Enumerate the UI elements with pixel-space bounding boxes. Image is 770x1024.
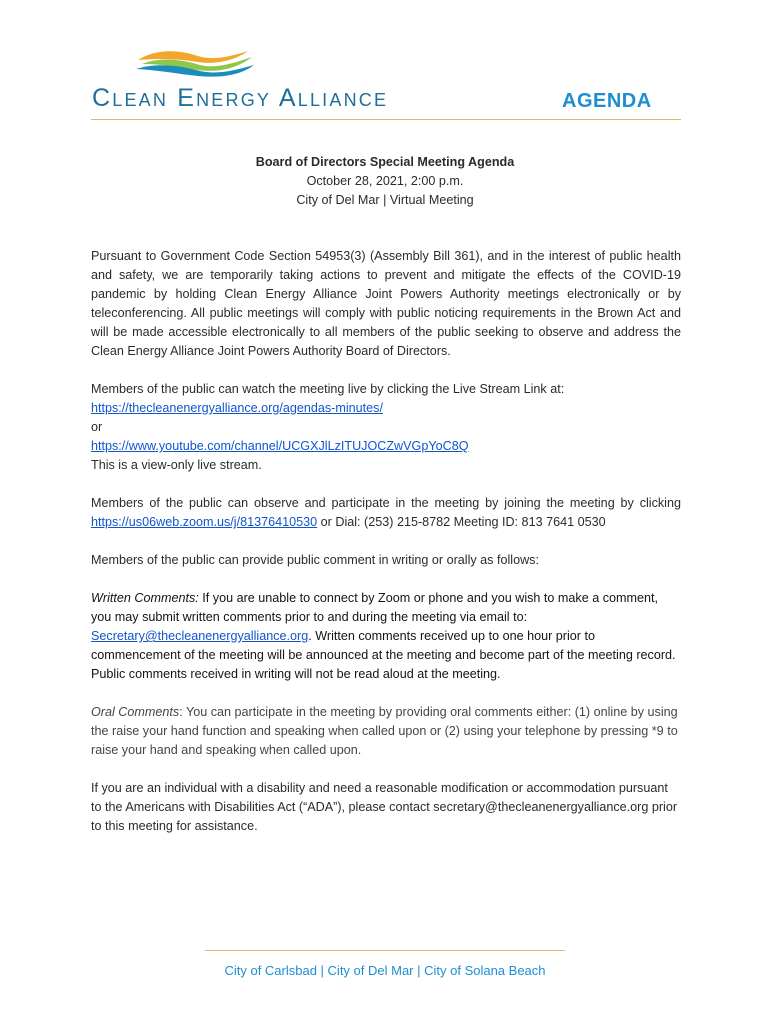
meeting-date-time: October 28, 2021, 2:00 p.m. [306,174,464,188]
page-header [0,0,770,125]
oral-comments-paragraph [91,703,681,760]
comment-intro: Members of the public can provide public comment in writing or orally as follows: [91,553,539,567]
oral-comments-text: : You can participate in the meeting by providing oral comments either: (1) online by using the raise your hand function and speaking when called upon or (2) using your telephone by pressing *9 to raise your hand and speaking when called upon. [91,705,678,757]
or-text: or [91,420,103,434]
meeting-location: City of Del Mar | Virtual Meeting [296,193,474,207]
header-divider [91,119,681,120]
written-comments-text-2: . Written comments received up to one hour prior to commencement of the meeting will be announced at the meeting and become part of the meeting record. Public comments received in writing will not be read aloud at the meeting. [91,629,676,681]
secretary-email-link[interactable]: Secretary@thecleanenergyalliance.org [91,629,309,643]
oral-comments-label: Oral Comments [91,705,180,719]
meeting-title: Board of Directors Special Meeting Agenda [255,155,515,169]
written-comments-text: If you are unable to connect by Zoom or phone and you wish to make a comment, you may submit written comments prior to and during the meeting via email to: [91,591,659,624]
livestream-link[interactable]: https://thecleanenergyalliance.org/agendas-minutes/ [91,401,383,415]
ada-paragraph: If you are an individual with a disability and need a reasonable modification or accommodation pursuant to the Americans with Disabilities Act (“ADA”), please contact secretary@thecleanenergyalliance.org prior to this meeting for assistance. [91,781,678,833]
agenda-heading: AGENDA [562,90,652,112]
written-comments-label: Written Comments: [91,591,199,605]
footer-cities: City of Carlsbad | City of Del Mar | City of Solana Beach [224,963,546,978]
zoom-link[interactable]: https://us06web.zoom.us/j/81376410530 [91,515,318,529]
agenda-body [91,247,681,836]
brand-name: Clean Energy Alliance [92,84,389,112]
meeting-info [0,153,770,210]
livestream-note: This is a view-only live stream. [91,458,262,472]
zoom-paragraph [91,494,681,532]
intro-paragraph: Pursuant to Government Code Section 54953(3) (Assembly Bill 361), and in the interest of public health and safety, we are temporarily taking actions to prevent and mitigate the effects of the COVID-19 pandemic by holding Clean Energy Alliance Joint Powers Authority meetings electronically or by teleconferencing. All public meetings will comply with public noticing requirements in the Brown Act and will be made accessible electronically to all members of the public seeking to observe and address the Clean Energy Alliance Joint Powers Authority Board of Directors. [91,249,681,358]
zoom-lead: Members of the public can observe and participate in the meeting by joining the meeting by clicking [91,496,681,510]
footer-divider [205,950,565,951]
youtube-link[interactable]: https://www.youtube.com/channel/UCGXJlLzITUJOCZwVGpYoC8Q [91,439,469,453]
zoom-dial-info: or Dial: (253) 215-8782 Meeting ID: 813 7641 0530 [317,515,606,529]
written-comments-paragraph [91,589,681,684]
livestream-lead: Members of the public can watch the meeting live by clicking the Live Stream Link at: [91,382,565,396]
wave-logo-icon [136,48,256,78]
